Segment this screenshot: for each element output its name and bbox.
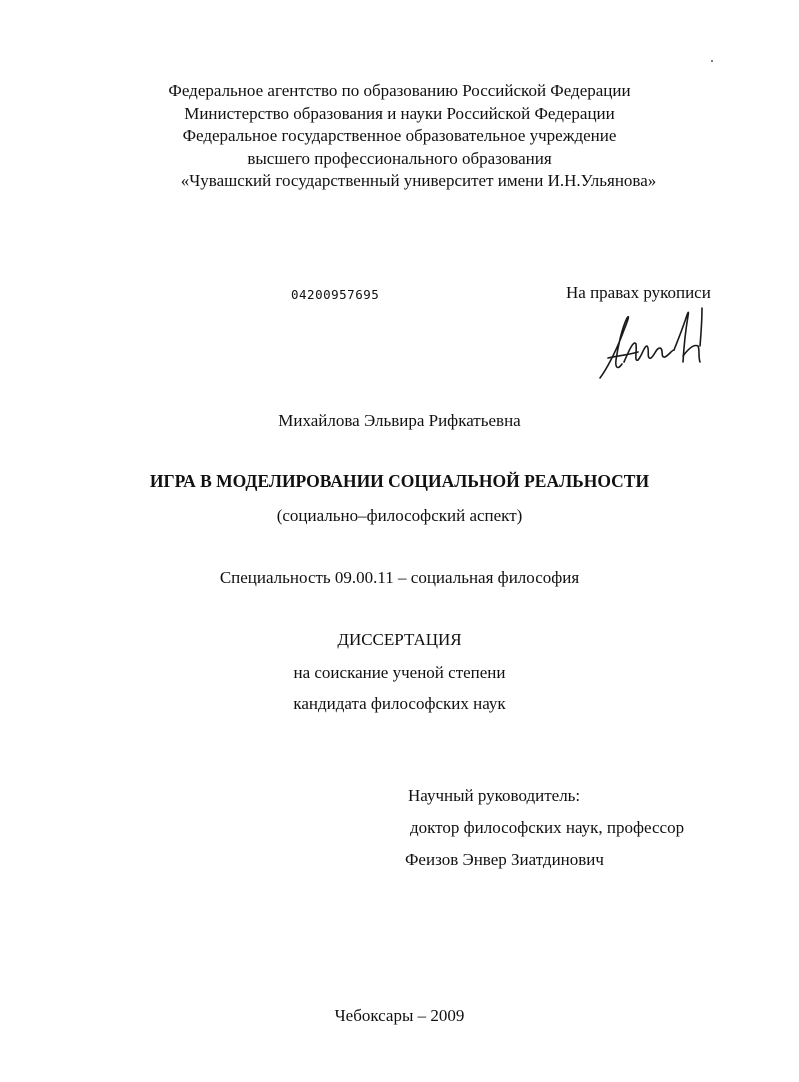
supervisor-degree: доктор философских наук, профессор bbox=[410, 818, 685, 837]
supervisor-name: Феизов Энвер Зиатдинович bbox=[405, 850, 604, 869]
author-name: Михайлова Эльвира Рифкатьевна bbox=[278, 411, 521, 430]
work-type-degree-line: на соискание ученой степени bbox=[293, 663, 506, 682]
handwritten-signature bbox=[594, 300, 714, 386]
specialty: Специальность 09.00.11 – социальная философия bbox=[219, 568, 580, 587]
header-line-ministry: Министерство образования и науки Российской Федерации bbox=[184, 103, 615, 123]
stamp-code: 04200957695 bbox=[291, 287, 380, 302]
supervisor-label: Научный руководитель: bbox=[408, 786, 581, 805]
dissertation-subtitle: (социально–философский аспект) bbox=[276, 506, 523, 525]
city-year: Чебоксары – 2009 bbox=[334, 1006, 465, 1025]
work-type-field-line: кандидата философских наук bbox=[293, 694, 506, 713]
header-line-university: «Чувашский государственный университет имени И.Н.Ульянова» bbox=[180, 171, 657, 190]
dissertation-title: ИГРА В МОДЕЛИРОВАНИИ СОЦИАЛЬНОЙ РЕАЛЬНОСТИ bbox=[149, 471, 650, 491]
header-line-agency: Федеральное агентство по образованию Российской Федерации bbox=[168, 81, 631, 100]
institution-header bbox=[0, 80, 799, 193]
header-line-institution-type: Федеральное государственное образовательное учреждение bbox=[182, 126, 617, 145]
work-type-label: ДИССЕРТАЦИЯ bbox=[337, 630, 462, 649]
rights-note: На правах рукописи bbox=[566, 283, 711, 302]
header-line-education-level: высшего профессионального образования bbox=[247, 148, 552, 168]
scan-speck bbox=[711, 60, 713, 62]
